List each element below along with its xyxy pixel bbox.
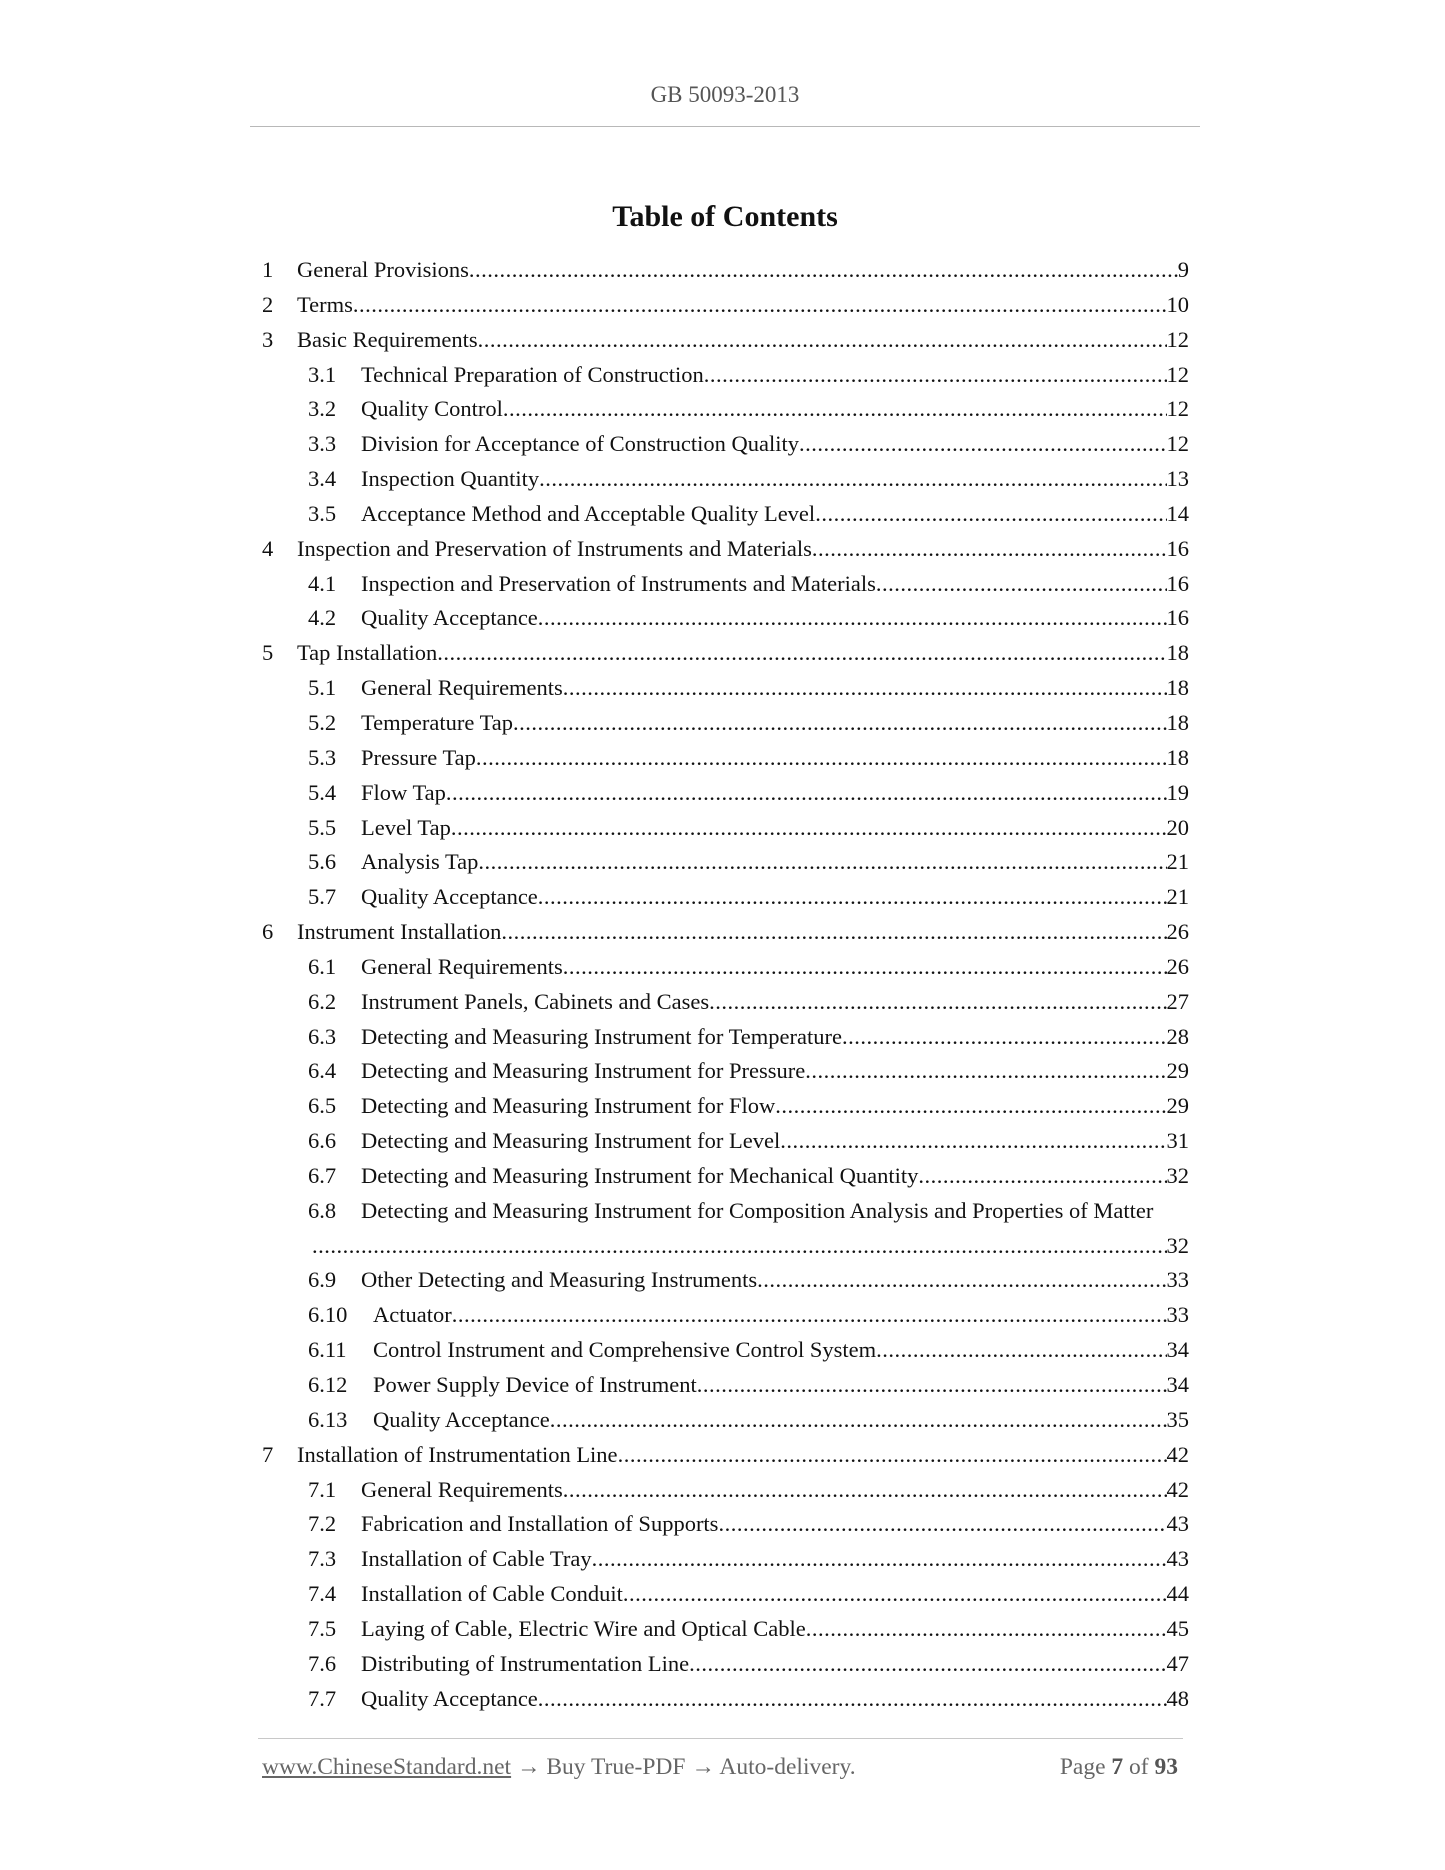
toc-entry[interactable]	[262, 392, 1189, 427]
toc-entry-title: Quality Acceptance	[361, 605, 538, 631]
dot-leader	[476, 741, 1167, 776]
toc-entry-title: Acceptance Method and Acceptable Quality Level	[361, 500, 816, 526]
dot-leader	[563, 671, 1167, 706]
toc-entry-page: 18	[1166, 675, 1189, 701]
toc-entry[interactable]	[262, 776, 1189, 811]
toc-entry-page: 26	[1166, 953, 1189, 979]
dot-leader	[446, 776, 1167, 811]
toc-entry-title: Control Instrument and Comprehensive Control System	[373, 1337, 877, 1363]
toc-entry[interactable]	[262, 1438, 1189, 1473]
toc-entry[interactable]	[262, 1577, 1189, 1612]
dot-leader	[312, 1229, 1167, 1264]
toc-entry-title: Terms	[297, 291, 353, 317]
toc-entry-title: Inspection and Preservation of Instruments and Materials	[361, 570, 876, 596]
toc-entry[interactable]	[262, 427, 1189, 462]
toc-entry-title: Detecting and Measuring Instrument for Composition Analysis and Properties of Matter	[361, 1197, 1154, 1223]
toc-entry-page: 10	[1166, 291, 1189, 317]
toc-entry-number: 5.1	[308, 675, 337, 701]
toc-entry[interactable]	[262, 601, 1189, 636]
toc-entry[interactable]	[262, 567, 1189, 602]
toc-entry-number: 7.4	[308, 1581, 337, 1607]
dot-leader	[718, 1507, 1166, 1542]
toc-entry-page: 12	[1166, 326, 1189, 352]
dot-leader	[478, 845, 1166, 880]
dot-leader	[876, 567, 1167, 602]
toc-entry-page: 18	[1166, 709, 1189, 735]
dot-leader	[815, 497, 1166, 532]
toc-entry-number: 4.1	[308, 570, 337, 596]
toc-entry-page: 34	[1166, 1337, 1189, 1363]
toc-entry-page: 19	[1166, 779, 1189, 805]
dot-leader	[805, 1054, 1166, 1089]
toc-entry-page: 42	[1166, 1441, 1189, 1467]
toc-entry[interactable]	[262, 462, 1189, 497]
toc-entry-page: 29	[1166, 1093, 1189, 1119]
toc-entry-number: 3.3	[308, 431, 337, 457]
toc-entry-title: General Requirements	[361, 675, 563, 701]
toc-entry[interactable]	[262, 741, 1189, 776]
toc-entry-page: 32	[1166, 1162, 1189, 1188]
toc-entry-page: 35	[1166, 1406, 1189, 1432]
toc-entry-page: 13	[1166, 466, 1189, 492]
dot-leader	[451, 811, 1167, 846]
toc-entry[interactable]	[262, 1368, 1189, 1403]
dot-leader	[353, 288, 1167, 323]
toc-entry-title: Quality Acceptance	[361, 1685, 538, 1711]
toc-entry-page: 47	[1166, 1650, 1189, 1676]
toc-entry-title: Quality Acceptance	[373, 1406, 550, 1432]
toc-entry[interactable]	[262, 1682, 1189, 1717]
toc-entry-title: Installation of Cable Conduit	[361, 1581, 623, 1607]
dot-leader	[618, 1438, 1167, 1473]
dot-leader	[538, 601, 1167, 636]
toc-entry[interactable]	[262, 497, 1189, 532]
toc-entry-title: Laying of Cable, Electric Wire and Optical Cable	[361, 1615, 806, 1641]
toc-entry-page: 45	[1166, 1615, 1189, 1641]
toc-entry-number: 5.5	[308, 814, 337, 840]
toc-entry-number: 5.3	[308, 744, 337, 770]
toc-entry[interactable]	[262, 1298, 1189, 1333]
toc-entry-number: 6.1	[308, 953, 337, 979]
toc-entry-title: Detecting and Measuring Instrument for Level	[361, 1128, 781, 1154]
toc-entry-number: 2	[262, 291, 274, 317]
toc-entry-page: 16	[1166, 570, 1189, 596]
toc-entry-page: 21	[1166, 849, 1189, 875]
toc-entry-page: 12	[1166, 361, 1189, 387]
toc-entry-number: 6.11	[308, 1337, 347, 1363]
toc-entry-number: 6.7	[308, 1162, 337, 1188]
toc-entry-number: 7.1	[308, 1476, 337, 1502]
toc-entry-title: General Requirements	[361, 953, 563, 979]
dot-leader	[550, 1403, 1167, 1438]
of-label: of	[1129, 1754, 1149, 1780]
toc-entry[interactable]	[262, 1333, 1189, 1368]
toc-entry-number: 6.12	[308, 1372, 348, 1397]
toc-entry-title: Installation of Instrumentation Line	[297, 1441, 618, 1467]
toc-entry-number: 6	[262, 919, 274, 945]
toc-entry-title: General Requirements	[361, 1476, 563, 1502]
toc-entry-number: 7.5	[308, 1615, 337, 1641]
total-pages: 93	[1154, 1754, 1178, 1780]
toc-entry[interactable]	[262, 1507, 1189, 1542]
toc-entry-title: Installation of Cable Tray	[361, 1546, 592, 1572]
toc-entry-page: 44	[1166, 1581, 1189, 1607]
toc-entry-number: 1	[262, 257, 274, 282]
toc-entry-number: 5.2	[308, 709, 337, 735]
toc-entry-page: 20	[1166, 814, 1189, 840]
toc-entry-page: 29	[1166, 1058, 1189, 1084]
toc-entry-page: 9	[1177, 257, 1189, 282]
toc-entry-page: 28	[1166, 1023, 1189, 1049]
toc-entry-title: Tap Installation	[297, 640, 438, 666]
toc-entry[interactable]	[262, 985, 1189, 1020]
toc-entry[interactable]	[262, 1647, 1189, 1682]
toc-entry-page: 42	[1166, 1476, 1189, 1502]
toc-entry-title: Basic Requirements	[297, 326, 478, 352]
toc-entry[interactable]	[262, 1124, 1189, 1159]
dot-leader	[563, 1473, 1167, 1508]
toc-entry-title: Quality Control	[361, 396, 503, 422]
toc-entry[interactable]	[262, 636, 1189, 671]
dot-leader	[538, 1682, 1167, 1717]
toc-entry-number: 6.13	[308, 1406, 348, 1432]
toc-entry[interactable]	[262, 323, 1189, 358]
toc-entry-title: Distributing of Instrumentation Line	[361, 1650, 690, 1676]
toc-entry[interactable]	[262, 1403, 1189, 1438]
toc-entry-title: Level Tap	[361, 814, 451, 840]
dot-leader	[918, 1159, 1166, 1194]
toc-entry-title: Temperature Tap	[361, 709, 513, 735]
toc-entry[interactable]	[262, 288, 1189, 323]
toc-entry[interactable]	[262, 532, 1189, 567]
toc-entry[interactable]	[262, 358, 1189, 393]
toc-entry-page: 33	[1166, 1267, 1189, 1293]
toc-entry-title: Power Supply Device of Instrument	[373, 1372, 697, 1397]
dot-leader	[757, 1263, 1166, 1298]
toc-entry-title: Inspection Quantity	[361, 466, 540, 492]
page-label: Page	[1059, 1754, 1106, 1780]
toc-entry[interactable]	[262, 1054, 1189, 1089]
toc-entry-page: 26	[1166, 919, 1189, 945]
toc-entry[interactable]	[262, 1473, 1189, 1508]
dot-leader	[876, 1333, 1166, 1368]
toc-entry-page: 21	[1166, 884, 1189, 910]
dot-leader	[592, 1542, 1167, 1577]
toc-entry-title: Instrument Installation	[297, 919, 502, 945]
toc-entry[interactable]	[262, 1263, 1189, 1298]
toc-entry-number: 7.6	[308, 1650, 337, 1676]
toc-entry-number: 5.4	[308, 779, 337, 805]
delivery-text: Auto-delivery.	[719, 1754, 856, 1780]
toc-entry-number: 6.6	[308, 1128, 337, 1154]
dot-leader	[437, 636, 1166, 671]
dot-leader	[563, 950, 1167, 985]
toc-entry-number: 6.3	[308, 1023, 337, 1049]
arrow-icon: →	[691, 1754, 715, 1780]
toc-entry-number: 3.5	[308, 500, 337, 526]
toc-entry-title: Instrument Panels, Cabinets and Cases	[361, 988, 710, 1014]
toc-entry-title: Detecting and Measuring Instrument for Flow	[361, 1093, 776, 1119]
toc-entry-number: 7.2	[308, 1511, 337, 1537]
toc-entry-number: 6.10	[308, 1302, 348, 1328]
toc-entry-number: 3.2	[308, 396, 337, 422]
toc-entry-title: Detecting and Measuring Instrument for Mechanical Quantity	[361, 1162, 919, 1188]
dot-leader	[539, 462, 1166, 497]
toc-entry-title: Detecting and Measuring Instrument for Pressure	[361, 1058, 806, 1084]
toc-entry-number: 6.5	[308, 1093, 337, 1119]
toc-entry-number: 6.4	[308, 1058, 337, 1084]
toc-entry-page: 31	[1166, 1128, 1189, 1154]
dot-leader	[799, 427, 1166, 462]
dot-leader	[478, 323, 1167, 358]
toc-entry[interactable]	[262, 671, 1189, 706]
toc-title: Table of Contents	[612, 200, 838, 233]
dot-leader	[709, 985, 1166, 1020]
dot-leader	[623, 1577, 1167, 1612]
dot-leader	[469, 253, 1178, 288]
site-link[interactable]: www.ChineseStandard.net	[262, 1754, 512, 1780]
toc-entry-number: 5.6	[308, 849, 337, 875]
toc-entry-page: 27	[1166, 988, 1189, 1014]
toc-entry-page: 18	[1166, 640, 1189, 666]
toc-entry-title: General Provisions	[297, 257, 469, 282]
toc-entry-number: 6.8	[308, 1197, 337, 1223]
toc-entry-page: 14	[1166, 500, 1189, 526]
toc-entry-number: 4.2	[308, 605, 337, 631]
arrow-icon: →	[516, 1754, 541, 1780]
toc-entry-page: 12	[1166, 396, 1189, 422]
toc-entry-page: 12	[1166, 431, 1189, 457]
dot-leader	[538, 880, 1167, 915]
header-divider	[250, 126, 1200, 127]
toc-entry-title: Analysis Tap	[361, 849, 479, 875]
dot-leader	[775, 1089, 1166, 1124]
toc-entry-title: Actuator	[373, 1302, 452, 1328]
dot-leader	[513, 706, 1167, 741]
toc-entry-number: 4	[262, 535, 274, 561]
toc-entry-title: Division for Acceptance of Construction Quality	[361, 431, 800, 457]
toc-entry-number: 6.2	[308, 988, 337, 1014]
toc-entry-title: Fabrication and Installation of Supports	[361, 1511, 719, 1537]
dot-leader	[503, 392, 1167, 427]
toc-entry[interactable]	[262, 1020, 1189, 1055]
toc-entry-title: Other Detecting and Measuring Instruments	[361, 1267, 758, 1293]
dot-leader	[501, 915, 1166, 950]
dot-leader	[689, 1647, 1166, 1682]
dot-leader	[842, 1020, 1167, 1055]
footer-divider	[258, 1738, 1183, 1739]
dot-leader	[812, 532, 1167, 567]
toc-entry-page: 18	[1166, 744, 1189, 770]
toc-entry[interactable]	[262, 811, 1189, 846]
dot-leader	[780, 1124, 1166, 1159]
running-header: GB 50093-2013	[650, 82, 800, 107]
toc-entry[interactable]	[262, 1542, 1189, 1577]
toc-list	[262, 253, 1189, 1716]
toc-entry[interactable]	[262, 253, 1189, 288]
toc-entry[interactable]	[262, 1089, 1189, 1124]
toc-entry-title: Technical Preparation of Construction	[361, 361, 704, 387]
toc-entry-title: Quality Acceptance	[361, 884, 538, 910]
toc-entry[interactable]	[262, 880, 1189, 915]
toc-entry-number: 7.3	[308, 1546, 337, 1572]
toc-entry[interactable]	[262, 1194, 1189, 1264]
dot-leader	[704, 358, 1167, 393]
current-page: 7	[1111, 1754, 1124, 1780]
page-indicator	[1060, 1754, 1178, 1781]
toc-entry-number: 5	[262, 640, 274, 666]
footer-promo	[262, 1754, 856, 1781]
toc-entry-page: 33	[1166, 1302, 1189, 1328]
toc-entry-number: 7.7	[308, 1685, 337, 1711]
toc-entry-title: Detecting and Measuring Instrument for Temperature	[361, 1023, 842, 1049]
toc-entry-number: 7	[262, 1441, 274, 1467]
buy-link[interactable]: Buy True-PDF	[546, 1754, 686, 1780]
toc-entry[interactable]	[262, 1612, 1189, 1647]
toc-entry[interactable]	[262, 915, 1189, 950]
toc-entry-page: 43	[1166, 1546, 1189, 1572]
toc-entry[interactable]	[262, 845, 1189, 880]
toc-entry-number: 3	[262, 326, 274, 352]
toc-entry-title: Pressure Tap	[361, 744, 476, 770]
toc-entry-number: 6.9	[308, 1267, 337, 1293]
toc-entry-number: 3.4	[308, 466, 337, 492]
toc-entry-number: 3.1	[308, 361, 337, 387]
toc-entry-number: 5.7	[308, 884, 337, 910]
dot-leader	[806, 1612, 1167, 1647]
toc-entry-page: 34	[1166, 1372, 1189, 1397]
toc-entry-title: Inspection and Preservation of Instruments and Materials	[297, 535, 812, 561]
toc-entry[interactable]	[262, 706, 1189, 741]
dot-leader	[452, 1298, 1167, 1333]
toc-entry-page: 16	[1166, 535, 1189, 561]
toc-entry-page: 16	[1166, 605, 1189, 631]
toc-entry[interactable]	[262, 950, 1189, 985]
toc-entry[interactable]	[262, 1159, 1189, 1194]
toc-entry-page: 48	[1166, 1685, 1189, 1711]
dot-leader	[697, 1368, 1167, 1403]
toc-entry-page: 43	[1166, 1511, 1189, 1537]
toc-entry-title: Flow Tap	[361, 779, 446, 805]
toc-entry-page: 32	[1166, 1232, 1189, 1258]
